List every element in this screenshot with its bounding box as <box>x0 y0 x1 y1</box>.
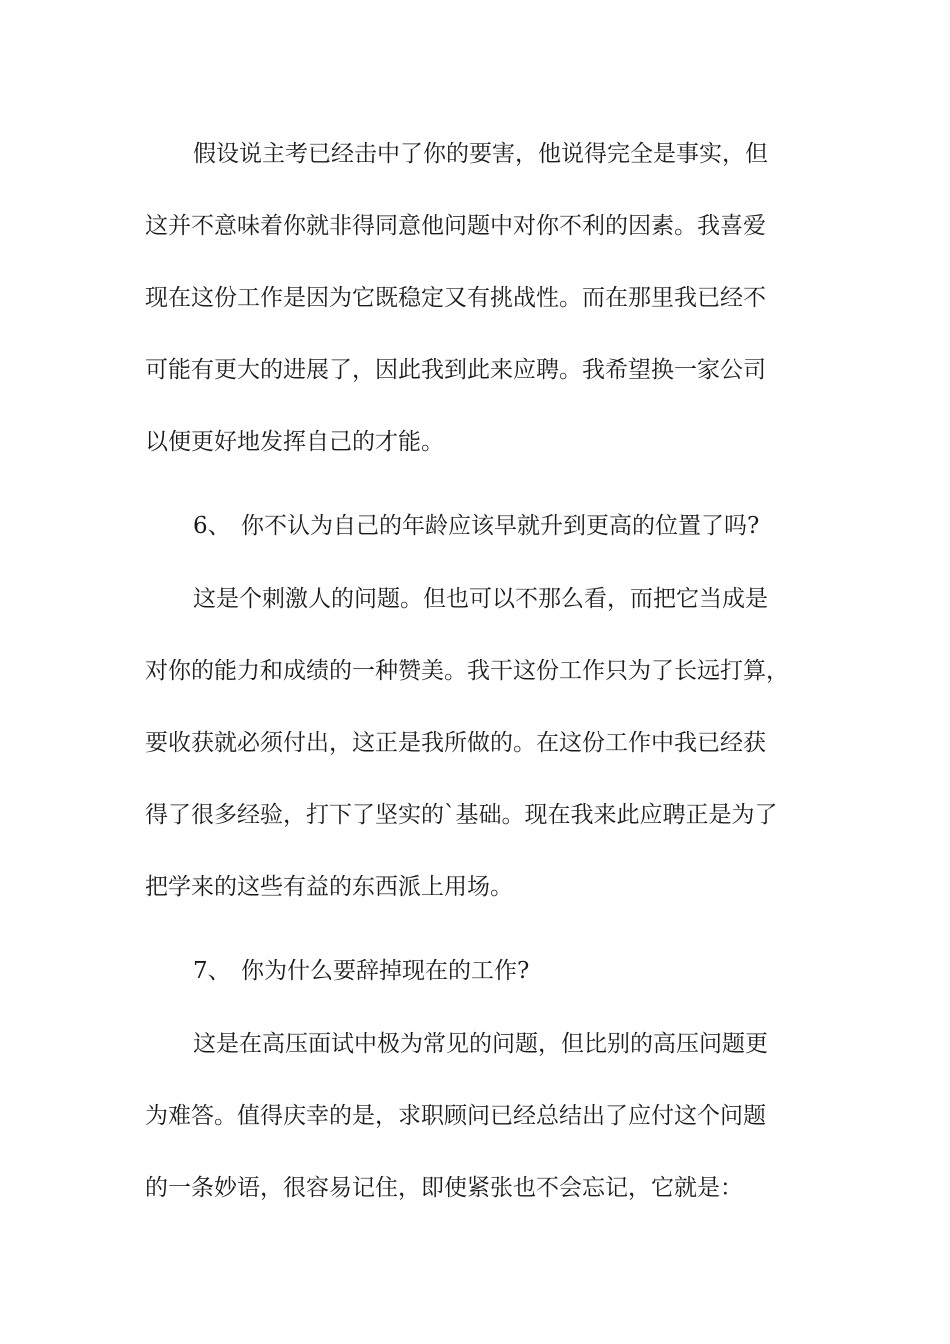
paragraph-line: 为难答。值得庆幸的是，求职顾问已经总结出了应付这个问题 <box>145 1103 766 1129</box>
question-7-number: 7、 <box>193 958 231 984</box>
question-6-number: 6、 <box>193 513 231 539</box>
question-7-text: 你为什么要辞掉现在的工作? <box>241 958 530 984</box>
paragraph-line: 这并不意味着你就非得同意他问题中对你不利的因素。我喜爱 <box>145 213 766 239</box>
paragraph-line: 以便更好地发挥自己的才能。 <box>145 429 444 455</box>
paragraph-line: 这是在高压面试中极为常见的问题，但比别的高压问题更 <box>193 1031 768 1057</box>
paragraph-line: 假设说主考已经击中了你的要害，他说得完全是事实，但 <box>193 141 768 167</box>
paragraph-line: 可能有更大的进展了，因此我到此来应聘。我希望换一家公司 <box>145 357 766 383</box>
paragraph-line: 把学来的这些有益的东西派上用场。 <box>145 874 513 900</box>
paragraph-line: 得了很多经验，打下了坚实的`基础。现在我来此应聘正是为了 <box>145 802 778 828</box>
question-6-text: 你不认为自己的年龄应该早就升到更高的位置了吗? <box>241 513 760 539</box>
paragraph-line: 的一条妙语，很容易记住，即使紧张也不会忘记，它就是： <box>145 1175 743 1201</box>
paragraph-line: 现在这份工作是因为它既稳定又有挑战性。而在那里我已经不 <box>145 285 766 311</box>
paragraph-line: 对你的能力和成绩的一种赞美。我干这份工作只为了长远打算， <box>145 658 789 684</box>
paragraph-line: 这是个刺激人的问题。但也可以不那么看，而把它当成是 <box>193 586 768 612</box>
paragraph-line: 要收获就必须付出，这正是我所做的。在这份工作中我已经获 <box>145 730 766 756</box>
